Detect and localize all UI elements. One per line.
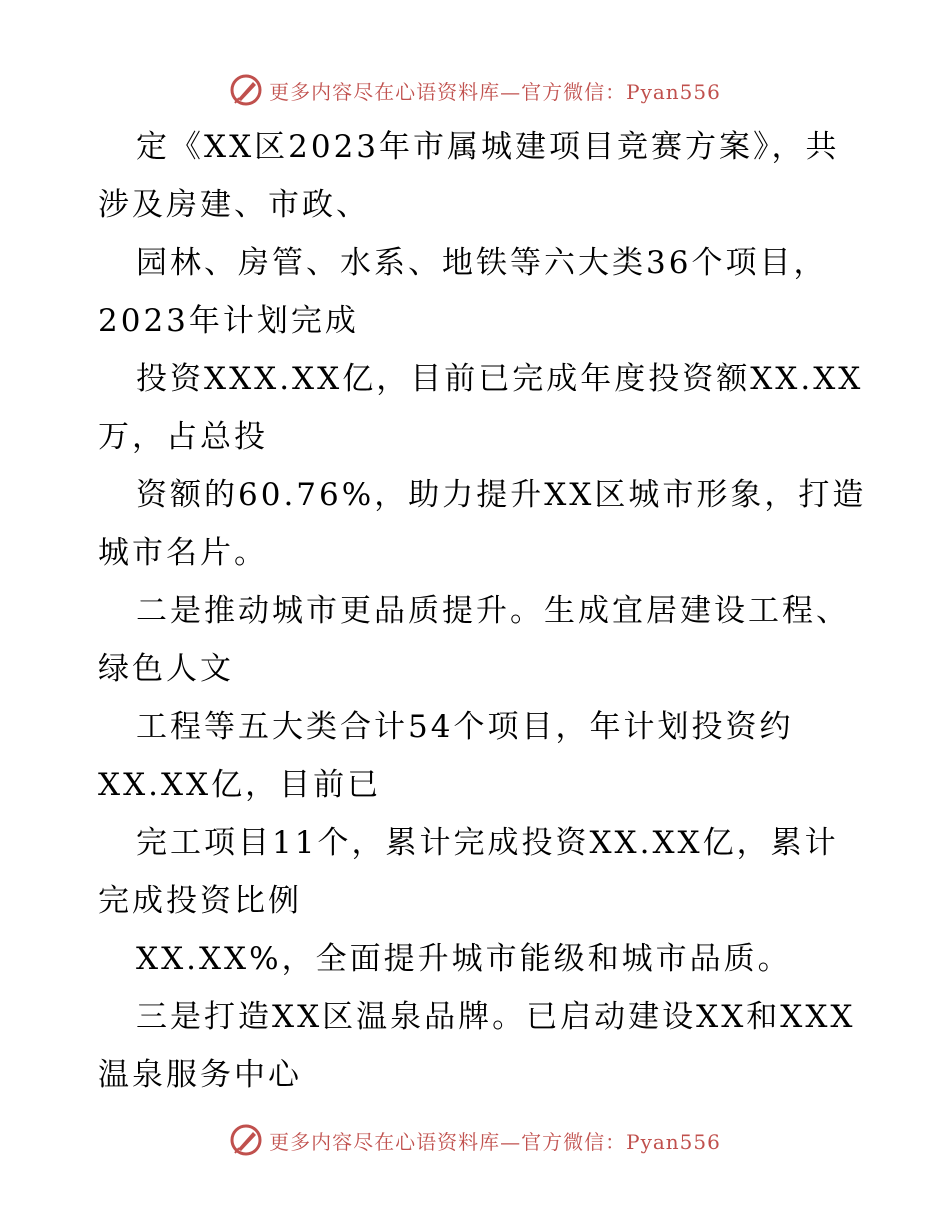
body-line: 工程等五大类合计54个项目，年计划投资约 — [136, 709, 794, 745]
header-watermark-text: 更多内容尽在心语资料库—官方微信：Pyan556 — [269, 79, 721, 104]
body-line: XX.XX%，全面提升城市能级和城市品质。 — [136, 941, 792, 977]
body-line: 完成投资比例 — [98, 883, 302, 919]
body-line: 二是推动城市更品质提升。生成宜居建设工程、 — [136, 593, 850, 629]
body-line: 投资XXX.XX亿，目前已完成年度投资额XX.XX — [136, 361, 864, 397]
body-line: 2023年计划完成 — [98, 303, 359, 339]
body-line: XX.XX亿，目前已 — [98, 767, 382, 803]
body-line: 绿色人文 — [98, 651, 234, 687]
footer-watermark-banner — [0, 1120, 950, 1160]
footer-watermark-text: 更多内容尽在心语资料库—官方微信：Pyan556 — [269, 1129, 721, 1154]
body-line: 园林、房管、水系、地铁等六大类36个项目， — [136, 245, 828, 281]
body-line: 涉及房建、市政、 — [98, 187, 370, 223]
quill-pen-logo-icon — [229, 1123, 263, 1157]
body-line: 资额的60.76%，助力提升XX区城市形象，打造 — [136, 477, 867, 513]
document-body — [98, 118, 878, 1104]
quill-pen-logo-icon — [229, 73, 263, 107]
body-line: 温泉服务中心 — [98, 1057, 302, 1093]
body-line: 城市名片。 — [98, 535, 268, 571]
body-line: 三是打造XX区温泉品牌。已启动建设XX和XXX — [136, 999, 856, 1035]
body-line: 完工项目11个，累计完成投资XX.XX亿，累计 — [136, 825, 839, 861]
body-line: 万，占总投 — [98, 419, 268, 455]
body-line: 定《XX区2023年市属城建项目竞赛方案》，共 — [136, 129, 840, 165]
header-watermark-banner — [0, 70, 950, 110]
